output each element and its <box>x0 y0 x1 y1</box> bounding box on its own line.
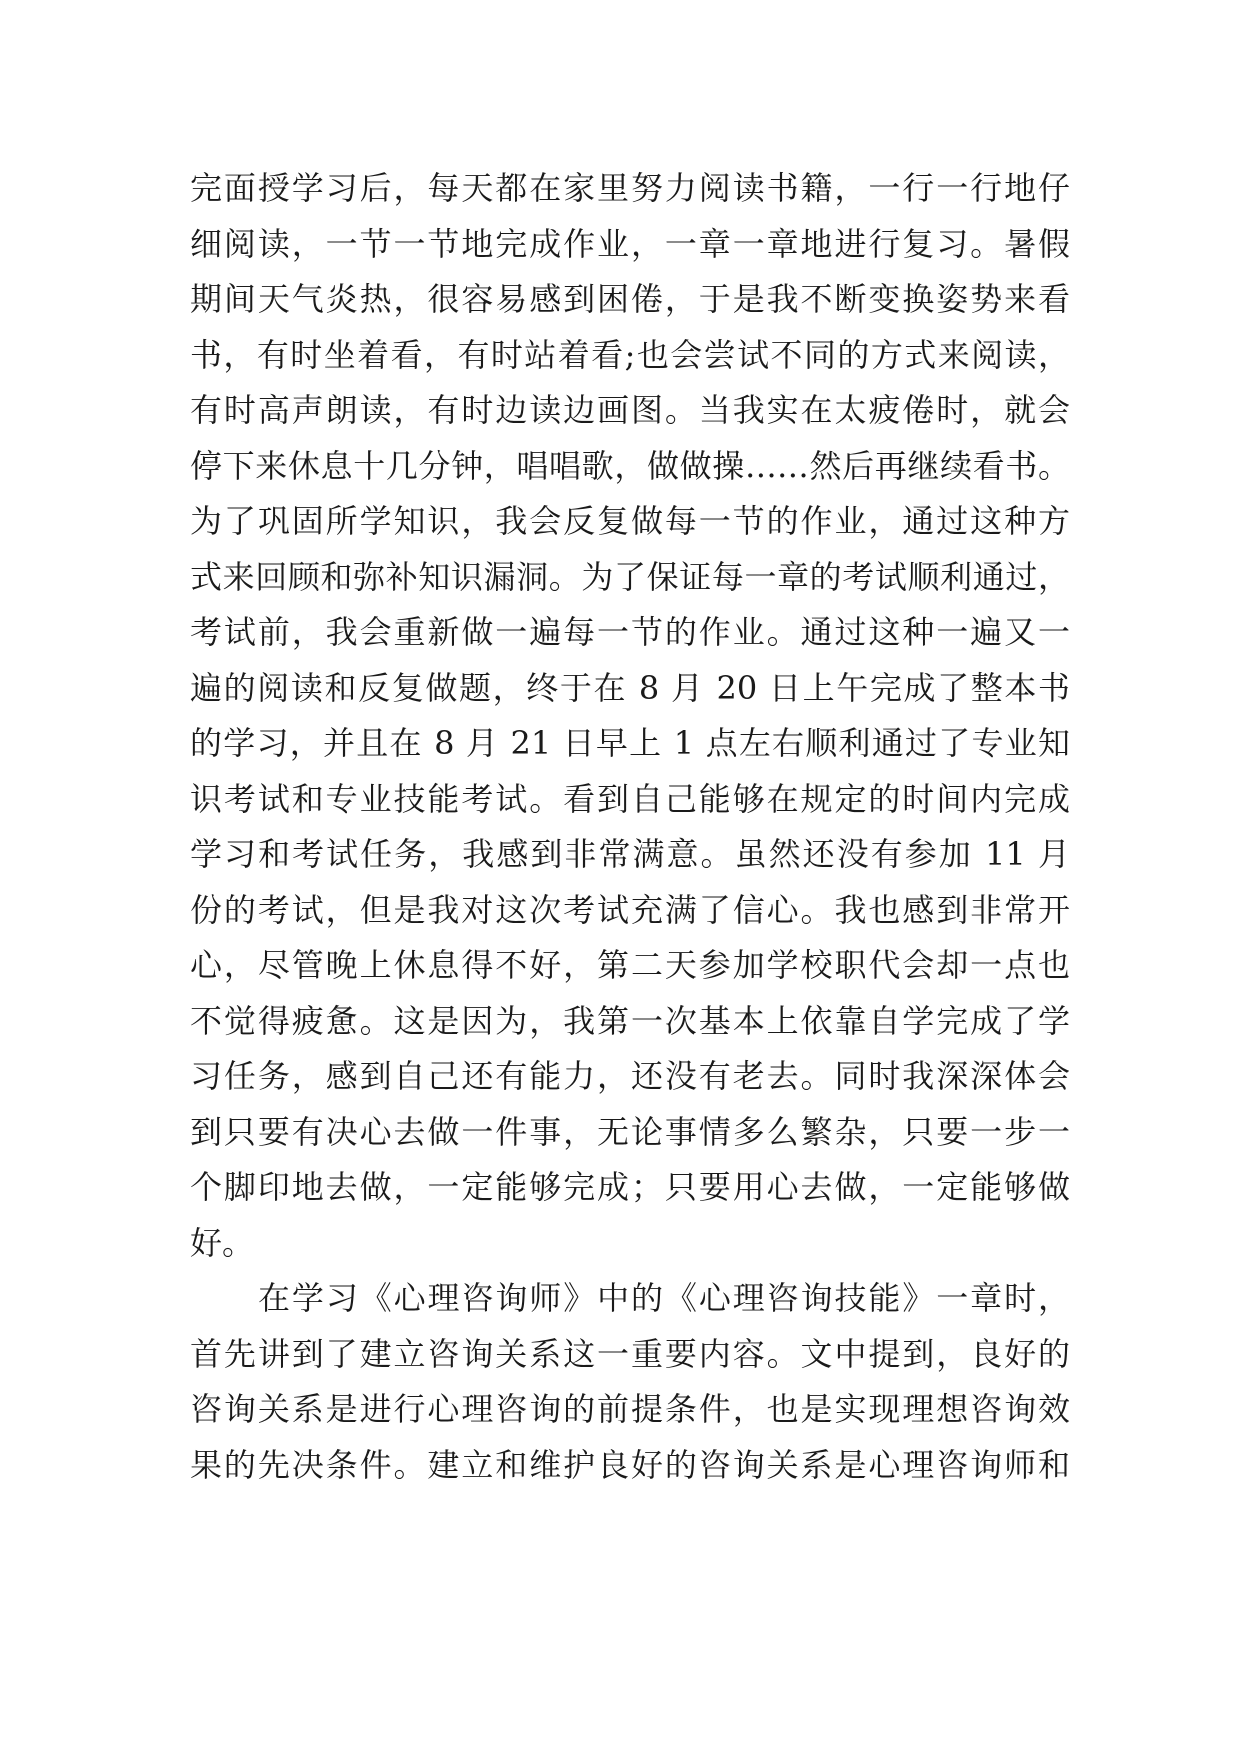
paragraph-1-line: 好。 <box>190 1223 255 1262</box>
paragraph-1-line: 细阅读，一节一节地完成作业，一章一章地进行复习。暑假 <box>190 224 1070 263</box>
paragraph-1-line: 书，有时坐着看，有时站着看;也会尝试不同的方式来阅读， <box>190 335 1070 374</box>
paragraph-1-line: 心，尽管晚上休息得不好，第二天参加学校职代会却一点也 <box>190 946 1070 984</box>
paragraph-2-line: 首先讲到了建立咨询关系这一重要内容。文中提到，良好的 <box>190 1334 1070 1373</box>
paragraph-1-line: 到只要有决心去做一件事，无论事情多么繁杂，只要一步一 <box>190 1112 1070 1151</box>
paragraph-1-line: 为了巩固所学知识，我会反复做每一节的作业，通过这种方 <box>190 502 1070 540</box>
paragraph-1-line: 习任务，感到自己还有能力，还没有老去。同时我深深体会 <box>190 1057 1070 1095</box>
paragraph-1-line: 不觉得疲惫。这是因为，我第一次基本上依靠自学完成了学 <box>190 1001 1070 1040</box>
paragraph-1-line: 期间天气炎热，很容易感到困倦，于是我不断变换姿势来看 <box>190 280 1070 318</box>
paragraph-1-line: 识考试和专业技能考试。看到自己能够在规定的时间内完成 <box>190 779 1070 818</box>
paragraph-1-line: 式来回顾和弥补知识漏洞。为了保证每一章的考试顺利通过， <box>190 557 1070 596</box>
paragraph-1-line: 份的考试，但是我对这次考试充满了信心。我也感到非常开 <box>190 890 1070 929</box>
paragraph-1-line: 有时高声朗读，有时边读边画图。当我实在太疲倦时，就会 <box>190 391 1070 429</box>
paragraph-2-line: 果的先决条件。建立和维护良好的咨询关系是心理咨询师和 <box>190 1445 1070 1484</box>
paragraph-2-line: 在学习《心理咨询师》中的《心理咨询技能》一章时， <box>258 1279 1070 1317</box>
paragraph-1-line: 遍的阅读和反复做题，终于在 8 月 20 日上午完成了整本书 <box>190 668 1070 707</box>
paragraph-1-line: 考试前，我会重新做一遍每一节的作业。通过这种一遍又一 <box>190 613 1070 651</box>
paragraph-1-line: 完面授学习后，每天都在家里努力阅读书籍，一行一行地仔 <box>190 169 1070 207</box>
paragraph-1-line: 停下来休息十几分钟，唱唱歌，做做操……然后再继续看书。 <box>190 446 1070 485</box>
paragraph-1-line: 学习和考试任务，我感到非常满意。虽然还没有参加 11 月 <box>190 835 1070 873</box>
body-text <box>190 161 1070 1493</box>
paragraph-1-line: 个脚印地去做，一定能够完成；只要用心去做，一定能够做 <box>190 1168 1070 1206</box>
paragraph-2-line: 咨询关系是进行心理咨询的前提条件，也是实现理想咨询效 <box>190 1390 1070 1428</box>
paragraph-1-line: 的学习，并且在 8 月 21 日早上 1 点左右顺利通过了专业知 <box>190 724 1070 762</box>
